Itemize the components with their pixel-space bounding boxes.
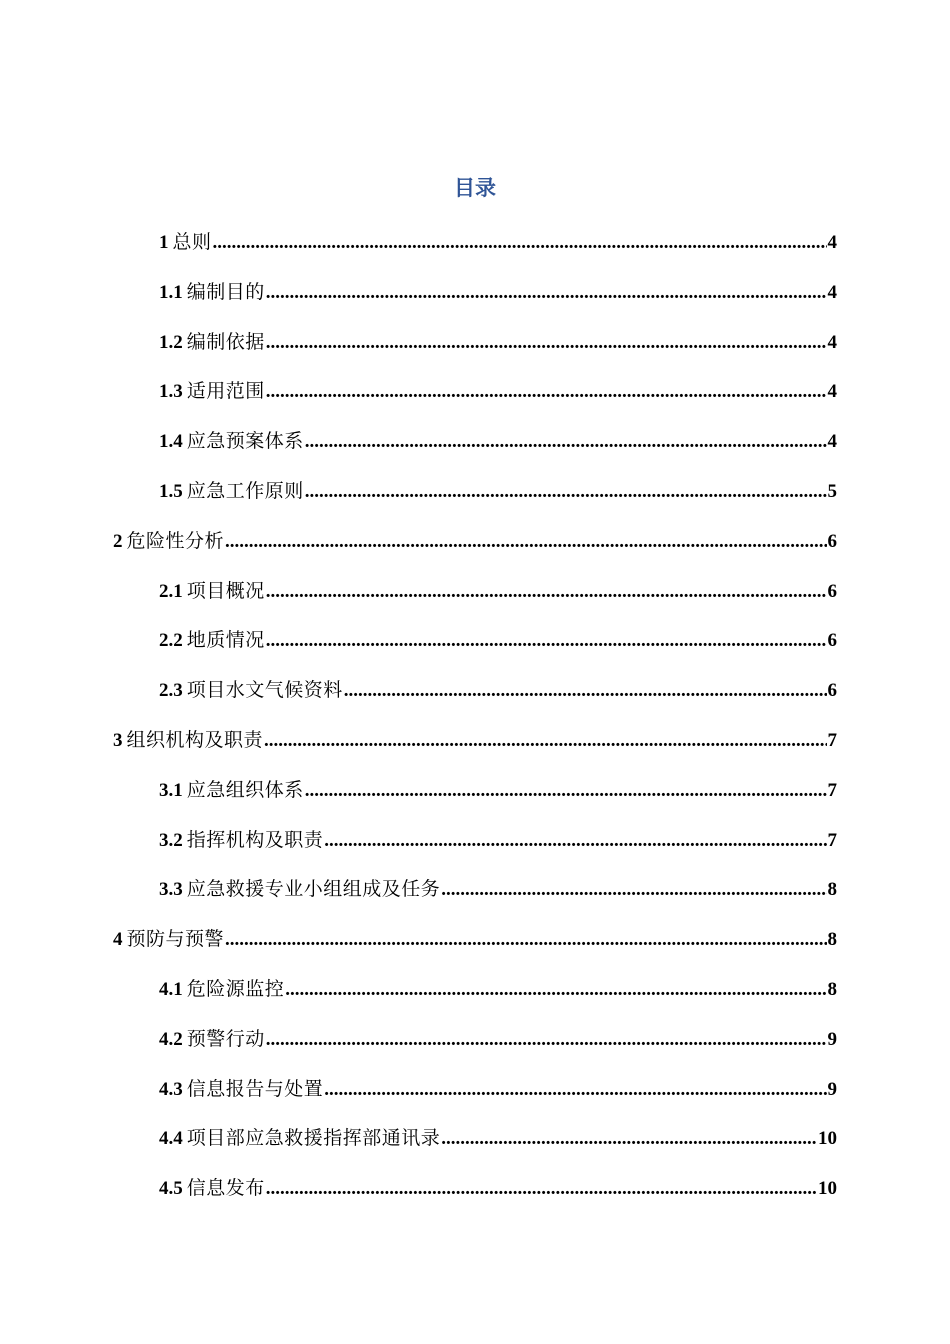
toc-entry-page-number: 4 [827, 281, 837, 303]
toc-entry-title: 预警行动 [186, 1027, 265, 1050]
toc-entry[interactable] [159, 1124, 837, 1152]
toc-entry-page-number: 8 [827, 929, 837, 951]
toc-entry-page-number: 5 [827, 481, 837, 502]
toc-entry-title: 危险性分析 [126, 529, 225, 552]
toc-entry-number: 1.4 [159, 431, 183, 453]
toc-entry-number: 1.1 [159, 281, 183, 303]
toc-entry-page-number: 9 [827, 1078, 837, 1100]
toc-entry-page-number: 7 [827, 730, 837, 751]
toc-entry-number: 2.1 [159, 580, 183, 602]
toc-entry[interactable] [113, 527, 837, 555]
toc-entry-number: 1.3 [159, 381, 183, 403]
toc-dot-leader [266, 578, 827, 605]
toc-dot-leader [225, 926, 826, 953]
toc-entry-page-number: 4 [827, 331, 837, 353]
toc-entry[interactable] [159, 477, 837, 505]
toc-entry-page-number: 4 [827, 232, 837, 253]
toc-entry-page-number: 9 [827, 1028, 837, 1050]
toc-entry[interactable] [113, 925, 837, 953]
toc-dot-leader [285, 976, 826, 1003]
toc-dot-leader [266, 329, 827, 356]
toc-entry-page-number: 6 [827, 680, 837, 702]
toc-entry-page-number: 8 [827, 979, 837, 1000]
toc-entry-title: 信息发布 [186, 1177, 265, 1200]
toc-dot-leader [441, 876, 826, 903]
toc-entry-title: 指挥机构及职责 [186, 828, 324, 851]
toc-entry-number: 1 [159, 232, 169, 253]
toc-entry[interactable] [159, 278, 837, 306]
toc-entry[interactable] [159, 1025, 837, 1053]
toc-dot-leader [266, 279, 827, 306]
toc-title: 目录 [454, 176, 496, 200]
toc-entry-number: 3.2 [159, 829, 183, 851]
toc-entry-title: 总则 [172, 231, 212, 253]
toc-dot-leader [305, 478, 827, 505]
toc-entry[interactable] [159, 228, 837, 256]
toc-entry-page-number: 7 [827, 779, 837, 801]
toc-entry-number: 4 [113, 929, 123, 951]
toc-entry-number: 4.5 [159, 1178, 183, 1200]
toc-entry-number: 1.5 [159, 481, 183, 502]
toc-entry-title: 适用范围 [186, 380, 265, 403]
toc-dot-leader [266, 1026, 827, 1053]
toc-entry-title: 应急组织体系 [186, 778, 304, 801]
toc-entry[interactable] [159, 427, 837, 455]
toc-entry[interactable] [159, 328, 837, 356]
toc-entry-title: 应急预案体系 [186, 430, 304, 453]
toc-entry[interactable] [159, 577, 837, 605]
toc-entry[interactable] [159, 1174, 837, 1202]
toc-entry-title: 应急救援专业小组组成及任务 [186, 878, 441, 901]
toc-entry-number: 2 [113, 530, 123, 552]
toc-dot-leader [344, 677, 827, 704]
toc-entry-number: 2.3 [159, 680, 183, 702]
toc-entry[interactable] [113, 726, 837, 754]
toc-entry[interactable] [159, 377, 837, 405]
toc-entry-page-number: 6 [827, 530, 837, 552]
toc-entry-page-number: 6 [827, 580, 837, 602]
toc-dot-leader [441, 1125, 817, 1152]
toc-entry-number: 3.1 [159, 779, 183, 801]
toc-entry-title: 项目水文气候资料 [186, 679, 343, 702]
toc-dot-leader [324, 1076, 826, 1103]
toc-entry-title: 预防与预警 [126, 928, 225, 951]
toc-entry-page-number: 4 [827, 381, 837, 403]
toc-entry[interactable] [159, 1075, 837, 1103]
toc-entry-number: 3 [113, 730, 123, 751]
toc-entry-title: 地质情况 [186, 629, 265, 652]
toc-dot-leader [225, 528, 826, 555]
toc-entry-number: 4.1 [159, 979, 183, 1000]
toc-entry[interactable] [159, 826, 837, 854]
toc-dot-leader [324, 827, 826, 854]
toc-entry-page-number: 10 [818, 1178, 837, 1200]
toc-dot-leader [213, 229, 827, 256]
toc-entry-page-number: 8 [827, 879, 837, 901]
toc-entry-title: 编制目的 [186, 280, 265, 303]
toc-entry-page-number: 4 [827, 431, 837, 453]
toc-entry-page-number: 6 [827, 630, 837, 652]
toc-entry-number: 4.2 [159, 1028, 183, 1050]
toc-dot-leader [266, 627, 827, 654]
toc-entry-title: 组织机构及职责 [126, 729, 264, 751]
toc-dot-leader [305, 777, 827, 804]
toc-entry-title: 项目概况 [186, 579, 265, 602]
toc-entry[interactable] [159, 626, 837, 654]
toc-dot-leader [266, 1175, 817, 1202]
toc-entry[interactable] [159, 676, 837, 704]
toc-entry[interactable] [159, 875, 837, 903]
toc-entry-title: 危险源监控 [186, 978, 285, 1000]
toc-entry[interactable] [159, 776, 837, 804]
toc-entry-number: 4.4 [159, 1128, 183, 1150]
toc-dot-leader [305, 428, 827, 455]
toc-entry-title: 项目部应急救援指挥部通讯录 [186, 1127, 441, 1150]
toc-entry-title: 编制依据 [186, 330, 265, 353]
toc-entry-title: 信息报告与处置 [186, 1077, 324, 1100]
toc-entry-page-number: 10 [818, 1128, 837, 1150]
toc-dot-leader [266, 378, 827, 405]
toc-entry-page-number: 7 [827, 829, 837, 851]
toc-entry[interactable] [159, 975, 837, 1003]
toc-entry-number: 1.2 [159, 331, 183, 353]
toc-entry-number: 4.3 [159, 1078, 183, 1100]
toc-dot-leader [264, 727, 826, 754]
toc-entry-number: 2.2 [159, 630, 183, 652]
toc-entry-number: 3.3 [159, 879, 183, 901]
toc-entry-title: 应急工作原则 [186, 480, 304, 502]
